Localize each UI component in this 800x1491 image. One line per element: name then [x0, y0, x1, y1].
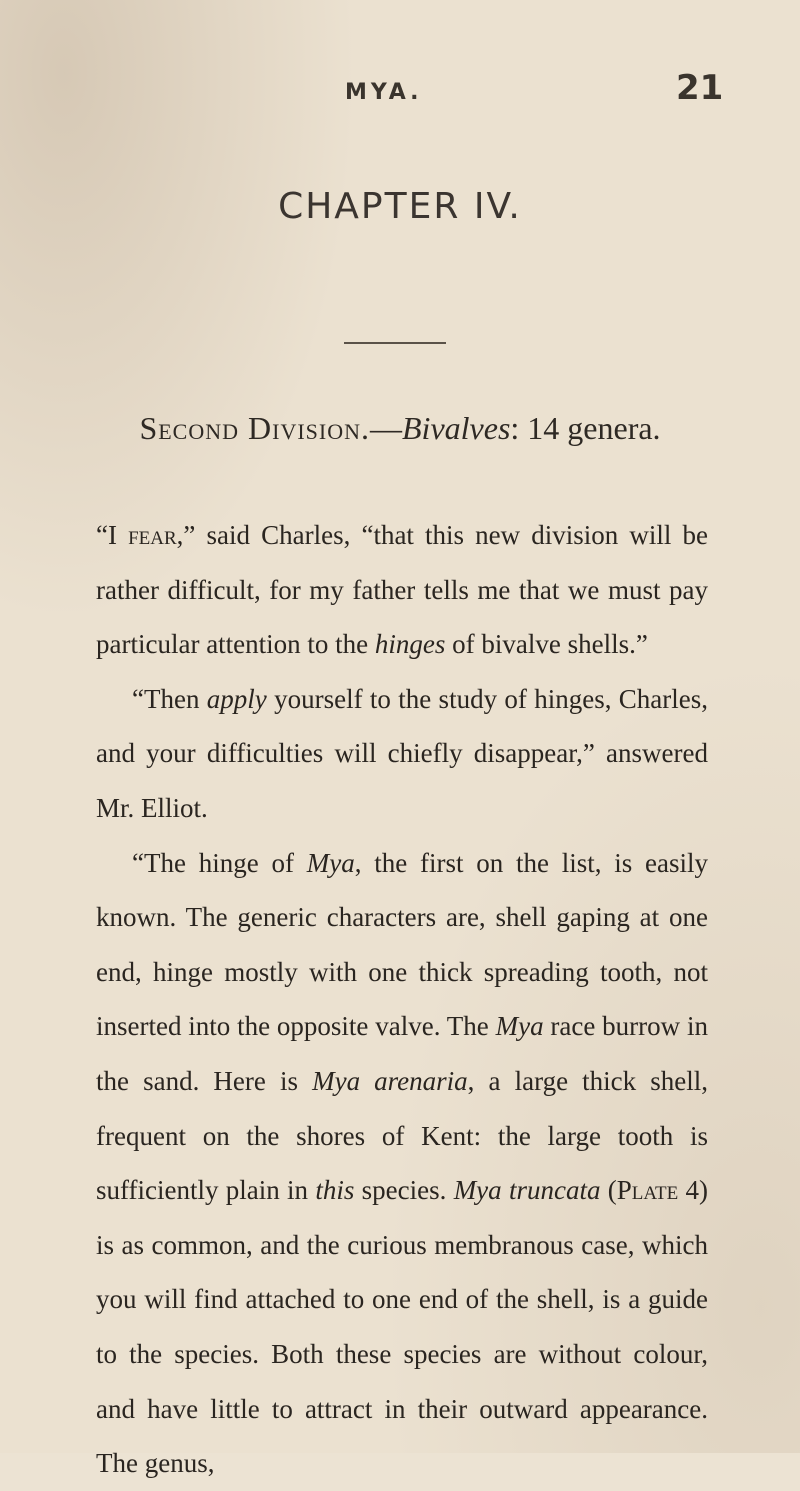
paragraph-text-segment: “I — [96, 520, 129, 550]
paragraph-text-segment: Mya — [306, 847, 355, 878]
running-head: MYA. — [345, 80, 423, 105]
paragraph-text-segment: Mya truncata — [453, 1175, 601, 1206]
paragraph — [96, 508, 708, 672]
paragraph-text-segment: 4) is as common, and the curious membranous case, which you will find attached to one end of the shell, is a guide to the species. Both these species are without colour, and have little to attract in their outward appearance. The genus, — [96, 1175, 708, 1479]
paragraph-text-segment: race burrow in the sand. Here is — [96, 1011, 708, 1096]
paragraph-text-segment: ,” said Charles, “that this new division will be rather difficult, for my father tells me that we must pay particular attention to the — [96, 520, 708, 660]
paragraph-text-segment: “Then — [132, 683, 207, 714]
paragraph-text-segment: ( — [600, 1175, 617, 1206]
chapter-title: CHAPTER IV. — [278, 186, 522, 227]
topic-label: Bivalves — [402, 410, 511, 446]
page-number: 21 — [676, 68, 724, 108]
paragraph-text-segment: species. — [354, 1175, 454, 1206]
paragraph-text-segment: hinges — [374, 629, 446, 660]
genera-count: 14 genera. — [519, 410, 661, 446]
body-text — [96, 508, 708, 1491]
paragraph — [96, 836, 708, 1491]
paragraph-text-segment: Mya arenaria — [312, 1065, 468, 1096]
subtitle-colon: : — [510, 410, 520, 446]
paragraph-text-segment: yourself to the study of hinges, Charles, and your difficulties will chiefly disappear,” answered Mr. Elliot. — [96, 683, 708, 823]
paragraph-text-segment: of bivalve shells.” — [445, 629, 648, 660]
decorative-rule — [344, 342, 446, 344]
paragraph-text-segment: , the first on the list, is easily known. The generic characters are, shell gaping at one end, hinge mostly with one thick spreading tooth, not inserted into the opposite valve. The — [96, 847, 709, 1042]
division-label: Second Division. — [139, 410, 370, 446]
paragraph-text-segment: apply — [206, 683, 267, 714]
paragraph-text-segment: fear — [128, 520, 177, 550]
paragraph-text-segment: “The hinge of — [132, 847, 307, 878]
paragraph-text-segment: Mya — [495, 1011, 544, 1042]
paragraph-text-segment: Plate — [616, 1175, 679, 1206]
paragraph-text-segment: this — [315, 1175, 355, 1206]
chapter-subtitle — [0, 410, 800, 447]
paragraph — [96, 672, 708, 836]
subtitle-dash: — — [370, 410, 402, 446]
paragraph-text-segment: , a large thick shell, frequent on the shores of Kent: the large tooth is sufficiently plain in — [96, 1065, 708, 1206]
